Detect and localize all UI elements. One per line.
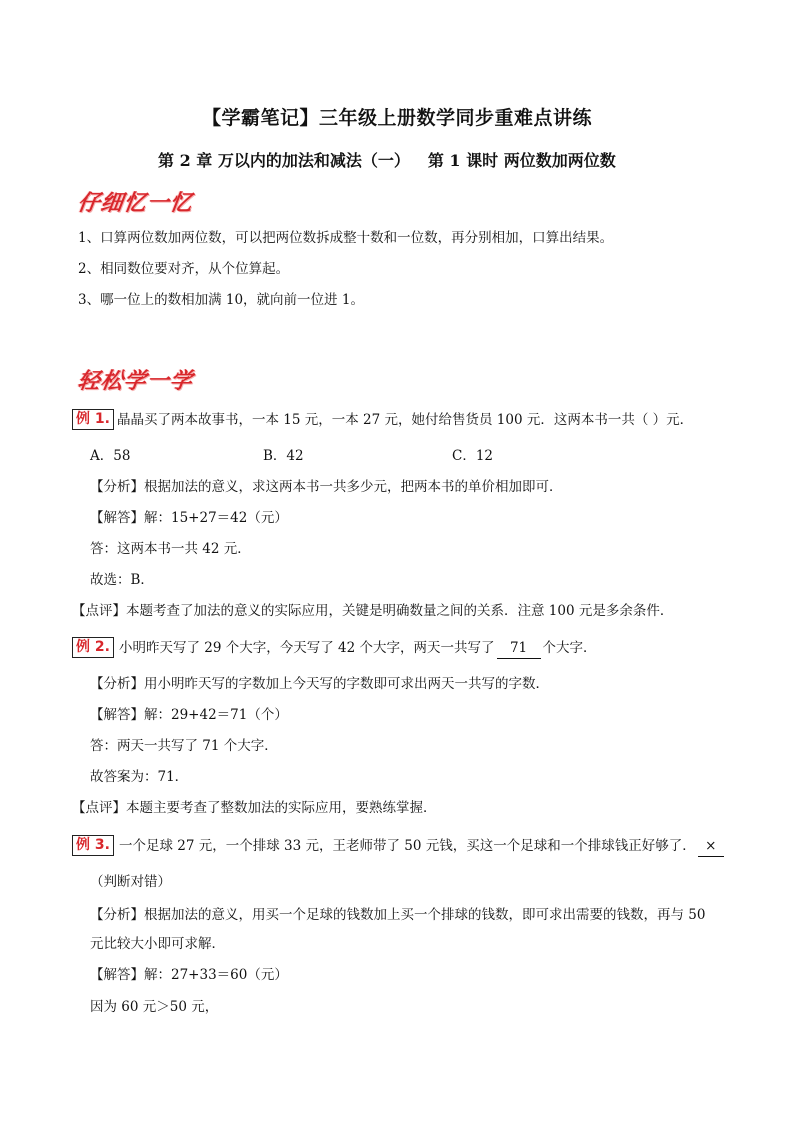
- lesson-label: 第 1 课时 两位数加两位数: [427, 151, 616, 170]
- example-1-comment: 【点评】本题考查了加法的意义的实际应用，关键是明确数量之间的关系．注意 100 元是多余条件．: [72, 603, 674, 619]
- example-1-final: 故选：B．: [90, 572, 154, 588]
- example-1-answer: 答：这两本书一共 42 元．: [90, 541, 251, 557]
- example-3-analysis-1: 【分析】根据加法的意义，用买一个足球的钱数加上买一个排球的钱数，即可求出需要的钱数，再与 50: [90, 907, 706, 923]
- example-1-choice-b: B．42: [263, 448, 304, 464]
- document-title: 【学霸笔记】三年级上册数学同步重难点讲练: [201, 107, 592, 129]
- learn-heading: 轻松学一学: [75, 369, 195, 394]
- example-1-analysis: 【分析】根据加法的意义，求这两本书一共多少元，把两本书的单价相加即可．: [90, 479, 563, 495]
- example-3-answer-blank: ×: [698, 836, 724, 857]
- example-1-solution: 【解答】解：15+27＝42（元）: [90, 510, 288, 526]
- example-1-question: 晶晶买了两本故事书，一本 15 元，一本 27 元，她付给售货员 100 元．这两本书一共（ ）元．: [117, 412, 694, 428]
- example-3-solution: 【解答】解：27+33＝60（元）: [90, 967, 288, 983]
- example-2-label: 例 2.: [72, 637, 114, 658]
- recall-point-2: 2、相同数位要对齐，从个位算起。: [78, 261, 290, 277]
- example-2-final: 故答案为：71．: [90, 769, 189, 785]
- example-2-analysis: 【分析】用小明昨天写的字数加上今天写的字数即可求出两天一共写的字数．: [90, 676, 549, 692]
- example-2-question-text: 小明昨天写了 29 个大字，今天写了 42 个大字，两天一共写了: [119, 640, 495, 656]
- example-1-choice-c: C．12: [452, 448, 494, 464]
- recall-heading: 仔细忆一忆: [75, 191, 195, 216]
- recall-point-1: 1、口算两位数加两位数，可以把两位数拆成整十数和一位数，再分别相加，口算出结果。: [78, 230, 614, 246]
- recall-point-3: 3、哪一位上的数相加满 10，就向前一位进 1。: [78, 292, 364, 308]
- example-3-analysis-2: 元比较大小即可求解．: [90, 936, 225, 952]
- chapter-label: 第 2 章 万以内的加法和减法（一）: [158, 151, 410, 170]
- example-3-reason: 因为 60 元＞50 元，: [90, 999, 219, 1015]
- example-3-label: 例 3.: [72, 835, 114, 856]
- example-2-question: [119, 638, 597, 659]
- example-1-label: 例 1.: [72, 409, 114, 430]
- example-2-solution: 【解答】解：29+42＝71（个）: [90, 707, 288, 723]
- example-3-question-text: 一个足球 27 元，一个排球 33 元，王老师带了 50 元钱，买这一个足球和一个排球钱正好够了．: [119, 838, 696, 854]
- example-1-choice-a: A．58: [90, 448, 131, 464]
- example-2-question-end: 个大字．: [542, 640, 597, 656]
- example-2-answer: 答：两天一共写了 71 个大字．: [90, 738, 278, 754]
- example-2-answer-blank: 71: [497, 638, 541, 659]
- lesson-subtitle: [158, 148, 616, 171]
- example-2-comment: 【点评】本题主要考查了整数加法的实际应用，要熟练掌握．: [72, 800, 437, 816]
- example-3-question: [119, 836, 726, 857]
- example-3-judge-note: （判断对错）: [90, 874, 171, 890]
